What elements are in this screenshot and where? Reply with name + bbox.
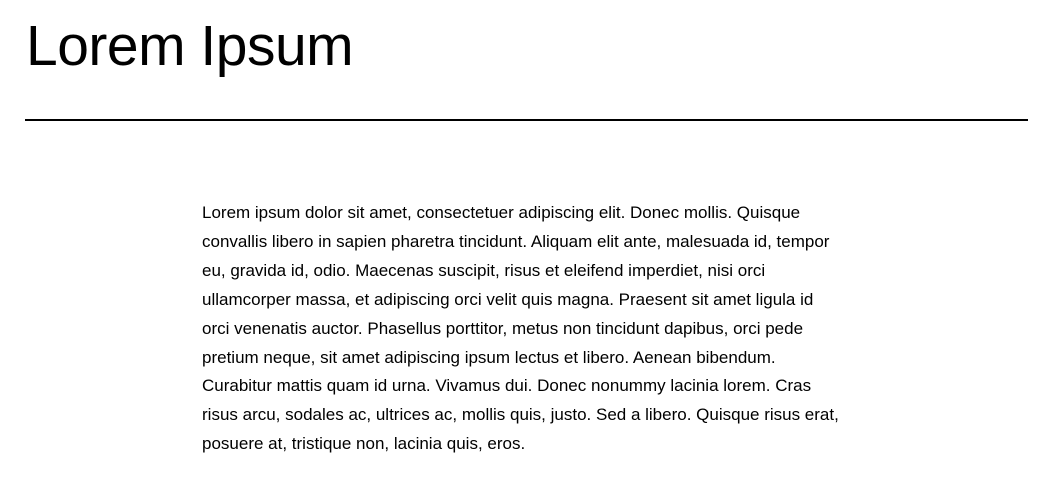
- page-title: Lorem Ipsum: [26, 14, 354, 78]
- body-paragraph: Lorem ipsum dolor sit amet, consectetuer adipiscing elit. Donec mollis. Quisque convallis libero in sapien pharetra tincidunt. Aliquam elit ante, malesuada id, tempor eu, gravida id, odio. Maecenas suscipit, risus et eleifend imperdiet, nisi orci ullamcorper massa, et adipiscing orci velit quis magna. Praesent sit amet ligula id orci venenatis auctor. Phasellus porttitor, metus non tincidunt dapibus, orci pede pretium neque, sit amet adipiscing ipsum lectus et libero. Aenean bibendum. Curabitur mattis quam id urna. Vivamus dui. Donec nonummy lacinia lorem. Cras risus arcu, sodales ac, ultrices ac, mollis quis, justo. Sed a libero. Quisque risus erat, posuere at, tristique non, lacinia quis, eros.: [202, 203, 839, 454]
- divider: [25, 119, 1028, 121]
